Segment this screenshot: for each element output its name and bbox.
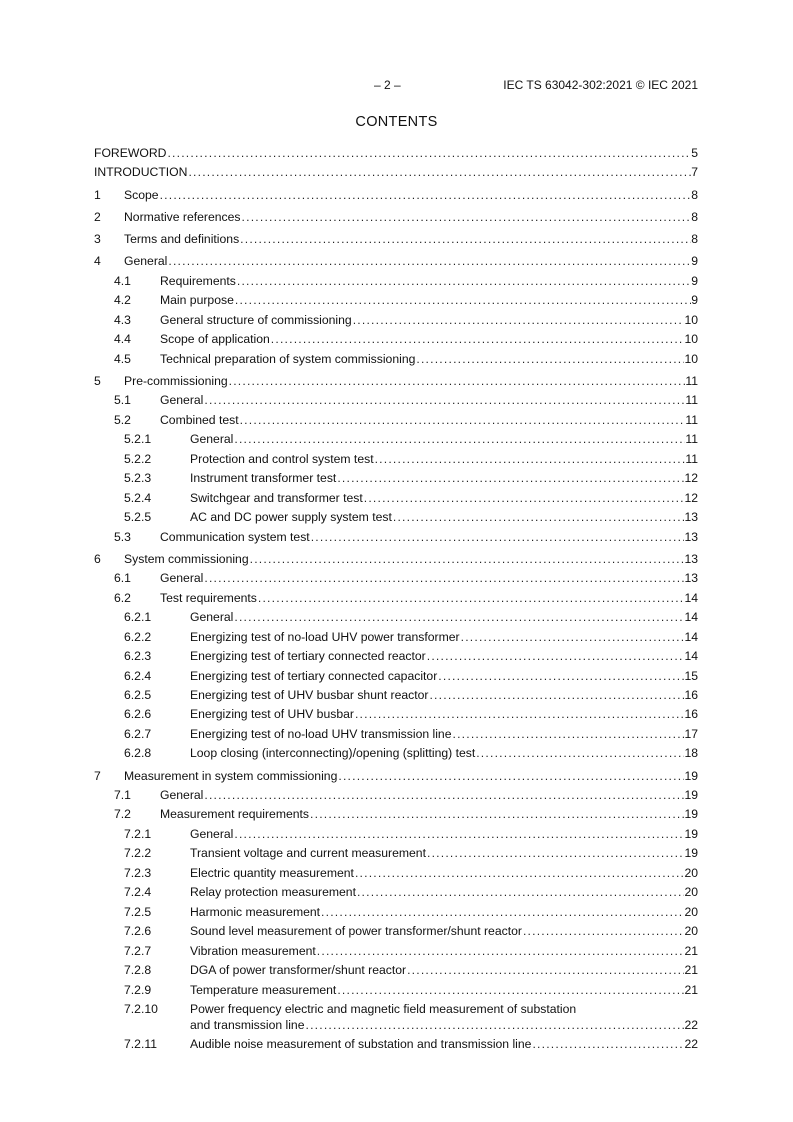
dot-leader: [167, 146, 691, 160]
dot-leader: [317, 944, 685, 958]
toc-entry-page: 13: [684, 571, 698, 586]
dot-leader: [234, 432, 685, 446]
toc-entry-title: DGA of power transformer/shunt reactor: [190, 963, 407, 978]
toc-entry-title: Harmonic measurement: [190, 904, 321, 919]
toc-entry-page: 14: [684, 629, 698, 644]
toc-entry-page: 8: [691, 209, 698, 224]
dot-leader: [271, 332, 685, 346]
dot-leader: [311, 530, 685, 544]
toc-entry-page: 21: [684, 982, 698, 997]
toc-entry-number: 7.2.2: [124, 846, 152, 861]
toc-entry-title: Terms and definitions: [124, 232, 240, 247]
toc-entry-page: 15: [684, 668, 698, 683]
toc-entry-number: 7.2.4: [124, 885, 152, 900]
dot-leader: [242, 210, 692, 224]
toc-entry-title: System commissioning: [124, 551, 249, 566]
dot-leader: [229, 374, 686, 388]
toc-entry-title: Normative references: [124, 209, 241, 224]
toc-entry-number: 5.2.2: [124, 451, 152, 466]
toc-entry-title: General: [124, 254, 168, 269]
page-header: [0, 78, 793, 94]
toc-entry-page: 16: [684, 687, 698, 702]
toc-entry-title: Combined test: [160, 412, 239, 427]
toc-entry-number: 6.2.8: [124, 746, 152, 761]
dot-leader: [204, 788, 684, 802]
dot-leader: [438, 669, 684, 683]
toc-entry-number: 6.2.4: [124, 668, 152, 683]
dot-leader: [364, 491, 685, 505]
toc-entry-page: 20: [684, 885, 698, 900]
toc-entry-title: INTRODUCTION: [94, 165, 188, 180]
toc-entry-page: 21: [684, 943, 698, 958]
dot-leader: [355, 866, 685, 880]
toc-entry-title: General structure of commissioning: [160, 312, 352, 327]
toc-entry-page: 19: [684, 788, 698, 802]
toc-entry-page: 14: [684, 590, 698, 605]
toc-entry-number: 5: [94, 373, 101, 388]
toc-entry-page: 10: [684, 332, 698, 347]
toc-entry-number: 7.2.10: [124, 1001, 158, 1016]
dot-leader: [321, 905, 684, 919]
toc-entry-page: 9: [691, 254, 698, 269]
dot-leader: [407, 963, 684, 977]
toc-entry-page: 21: [684, 963, 698, 978]
toc-entry-page: 13: [684, 510, 698, 525]
toc-entry-page: 19: [684, 807, 698, 822]
toc-entry-number: 7.2.7: [124, 943, 152, 958]
toc-entry-title: Electric quantity measurement: [190, 865, 354, 880]
toc-entry-page: 7: [691, 165, 698, 180]
toc-entry-page: 11: [685, 451, 698, 466]
toc-entry-number: 7.2: [114, 807, 131, 822]
toc-entry-number: 4.4: [114, 332, 131, 347]
toc-entry-title: Test requirements: [160, 590, 257, 605]
dot-leader: [338, 769, 684, 783]
dot-leader: [429, 688, 684, 702]
dot-leader: [240, 232, 691, 246]
toc-entry-number: 7.2.9: [124, 982, 152, 997]
dot-leader: [337, 471, 684, 485]
toc-entry-title: Transient voltage and current measurement: [190, 846, 426, 861]
dot-leader: [357, 885, 684, 899]
contents-title: CONTENTS: [355, 114, 438, 130]
toc-entry-number: 7.2.11: [124, 1037, 157, 1052]
dot-leader: [416, 352, 684, 366]
toc-entry-title: General: [160, 788, 204, 802]
toc-entry-page: 20: [684, 924, 698, 939]
toc-entry-number: 5.2.5: [124, 510, 152, 525]
toc-entry-number: 6.2.2: [124, 629, 152, 644]
dot-leader: [305, 1018, 684, 1032]
toc-entry-number: 7.2.5: [124, 904, 152, 919]
dot-leader: [452, 727, 684, 741]
toc-entry-page: 19: [684, 768, 698, 783]
dot-leader: [353, 313, 685, 327]
toc-entry-number: 6.2.1: [124, 610, 152, 625]
toc-entry-number: 6.1: [114, 571, 131, 586]
toc-entry-title: Power frequency electric and magnetic field measurement of substation: [190, 1001, 577, 1016]
toc-entry-title: Pre-commissioning: [124, 373, 228, 388]
toc-entry-title: Scope: [124, 187, 159, 202]
toc-entry-number: 7.1: [114, 788, 131, 802]
toc-entry-page: 12: [684, 471, 698, 486]
toc-entry-number: 1: [94, 187, 101, 202]
toc-entry-page: 11: [685, 412, 698, 427]
toc-entry-title: Energizing test of UHV busbar: [190, 707, 354, 722]
toc-entry-number: 6.2.6: [124, 707, 152, 722]
toc-entry-page: 8: [691, 187, 698, 202]
dot-leader: [204, 571, 684, 585]
toc-entry-title: Relay protection measurement: [190, 885, 356, 900]
toc-entry-page: 8: [691, 232, 698, 247]
toc-entry-number: 7: [94, 768, 101, 783]
toc-entry-title: General: [160, 571, 204, 586]
dot-leader: [160, 188, 692, 202]
toc-entry-title: Scope of application: [160, 332, 270, 347]
dot-leader: [523, 924, 685, 938]
toc-entry-title: Vibration measurement: [190, 943, 316, 958]
toc-entry-title: Main purpose: [160, 293, 234, 308]
toc-entry-page: 22: [684, 1017, 698, 1032]
toc-entry-number: 5.2.1: [124, 432, 152, 447]
dot-leader: [393, 510, 685, 524]
dot-leader: [476, 746, 684, 760]
toc-entry-title: General: [190, 432, 234, 447]
toc-entry-title: Audible noise measurement of substation and transmission line: [190, 1037, 532, 1052]
toc-entry-title: General: [160, 393, 204, 408]
toc-entry-title: Instrument transformer test: [190, 471, 337, 486]
toc-entry-number: 5.1: [114, 393, 131, 408]
toc-entry-page: 19: [684, 846, 698, 861]
dot-leader: [188, 165, 691, 179]
toc-entry-page: 13: [684, 551, 698, 566]
dot-leader: [204, 393, 685, 407]
toc-entry-number: 5.3: [114, 529, 131, 544]
toc-entry-page: 12: [684, 490, 698, 505]
dot-leader: [250, 552, 685, 566]
page-number: – 2 –: [374, 78, 401, 92]
toc-entry-title: Energizing test of tertiary connected capacitor: [190, 668, 438, 683]
dot-leader: [532, 1037, 684, 1051]
toc-entry-page: 11: [685, 393, 698, 408]
toc-entry-page: 17: [684, 726, 698, 741]
dot-leader: [258, 591, 685, 605]
toc-entry-page: 10: [684, 351, 698, 366]
toc-entry-title: Requirements: [160, 273, 236, 288]
toc-entry-number: 5.2.3: [124, 471, 152, 486]
toc-entry-title: Energizing test of no-load UHV power transformer: [190, 629, 460, 644]
toc-entry-page: 9: [691, 273, 698, 288]
toc-entry-number: 7.2.8: [124, 963, 152, 978]
toc-entry-title: AC and DC power supply system test: [190, 510, 392, 525]
toc-entry-number: 6.2.5: [124, 687, 152, 702]
toc-entry-title: Switchgear and transformer test: [190, 490, 363, 505]
toc-entry-title: Loop closing (interconnecting)/opening (splitting) test: [190, 746, 476, 761]
dot-leader: [375, 452, 686, 466]
toc-entry-number: 4.5: [114, 351, 131, 366]
toc-entry-title: Sound level measurement of power transformer/shunt reactor: [190, 924, 522, 939]
toc-entry-number: 4.3: [114, 312, 131, 327]
dot-leader: [355, 707, 685, 721]
toc-entry-title: General: [190, 826, 234, 841]
toc-entry-title: Communication system test: [160, 529, 310, 544]
toc-entry-page: 14: [684, 610, 698, 625]
toc-entry-number: 2: [94, 209, 101, 224]
document-reference: IEC TS 63042-302:2021 © IEC 2021: [503, 78, 698, 92]
toc-entry-title: Measurement in system commissioning: [124, 768, 338, 783]
toc-entry-number: 6: [94, 551, 101, 566]
toc-entry-title: Energizing test of tertiary connected reactor: [190, 649, 426, 664]
toc-entry-page: 20: [684, 904, 698, 919]
toc-entry-page: 20: [684, 865, 698, 880]
toc-entry-title: Temperature measurement: [190, 982, 337, 997]
toc-entry-title-continued: and transmission line: [190, 1017, 305, 1032]
dot-leader: [240, 413, 686, 427]
toc-entry-page: 10: [684, 312, 698, 327]
dot-leader: [168, 254, 691, 268]
dot-leader: [234, 610, 684, 624]
dot-leader: [427, 649, 685, 663]
toc-entry-page: 14: [684, 649, 698, 664]
toc-entry-number: 6.2.7: [124, 726, 152, 741]
toc-entry-number: 4.2: [114, 293, 131, 308]
toc-entry-title: Technical preparation of system commissioning: [160, 351, 416, 366]
dot-leader: [237, 274, 691, 288]
toc-entry-page: 18: [684, 746, 698, 761]
toc-entry-page: 5: [691, 146, 698, 160]
toc-entry-title: General: [190, 610, 234, 625]
toc-entry-page: 22: [684, 1037, 698, 1052]
toc-entry-number: 7.2.3: [124, 865, 152, 880]
toc-entry-title: Measurement requirements: [160, 807, 310, 822]
toc-entry-title: FOREWORD: [94, 146, 167, 160]
dot-leader: [461, 630, 685, 644]
toc-entry-page: 11: [685, 432, 698, 447]
dot-leader: [310, 807, 684, 821]
toc-entry-page: 13: [684, 529, 698, 544]
toc-entry-page: 11: [685, 373, 698, 388]
toc-entry-number: 7.2.6: [124, 924, 152, 939]
dot-leader: [235, 293, 691, 307]
toc-entry-number: 5.2: [114, 412, 131, 427]
toc-entry-page: 9: [691, 293, 698, 308]
dot-leader: [337, 983, 684, 997]
toc-entry-number: 6.2: [114, 590, 131, 605]
toc-entry-title: Protection and control system test: [190, 451, 374, 466]
toc-entry-number: 3: [94, 232, 101, 247]
toc-entry-number: 6.2.3: [124, 649, 152, 664]
toc-entry-page: 16: [684, 707, 698, 722]
toc-entry-number: 5.2.4: [124, 490, 152, 505]
dot-leader: [234, 827, 684, 841]
dot-leader: [427, 846, 684, 860]
toc-entry-title: Energizing test of no-load UHV transmission line: [190, 726, 452, 741]
toc-entry-number: 4: [94, 254, 101, 269]
toc-entry-title: Energizing test of UHV busbar shunt reactor: [190, 687, 429, 702]
toc-entry-page: 19: [684, 826, 698, 841]
toc-entry-number: 7.2.1: [124, 826, 152, 841]
toc-entry-number: 4.1: [114, 273, 131, 288]
